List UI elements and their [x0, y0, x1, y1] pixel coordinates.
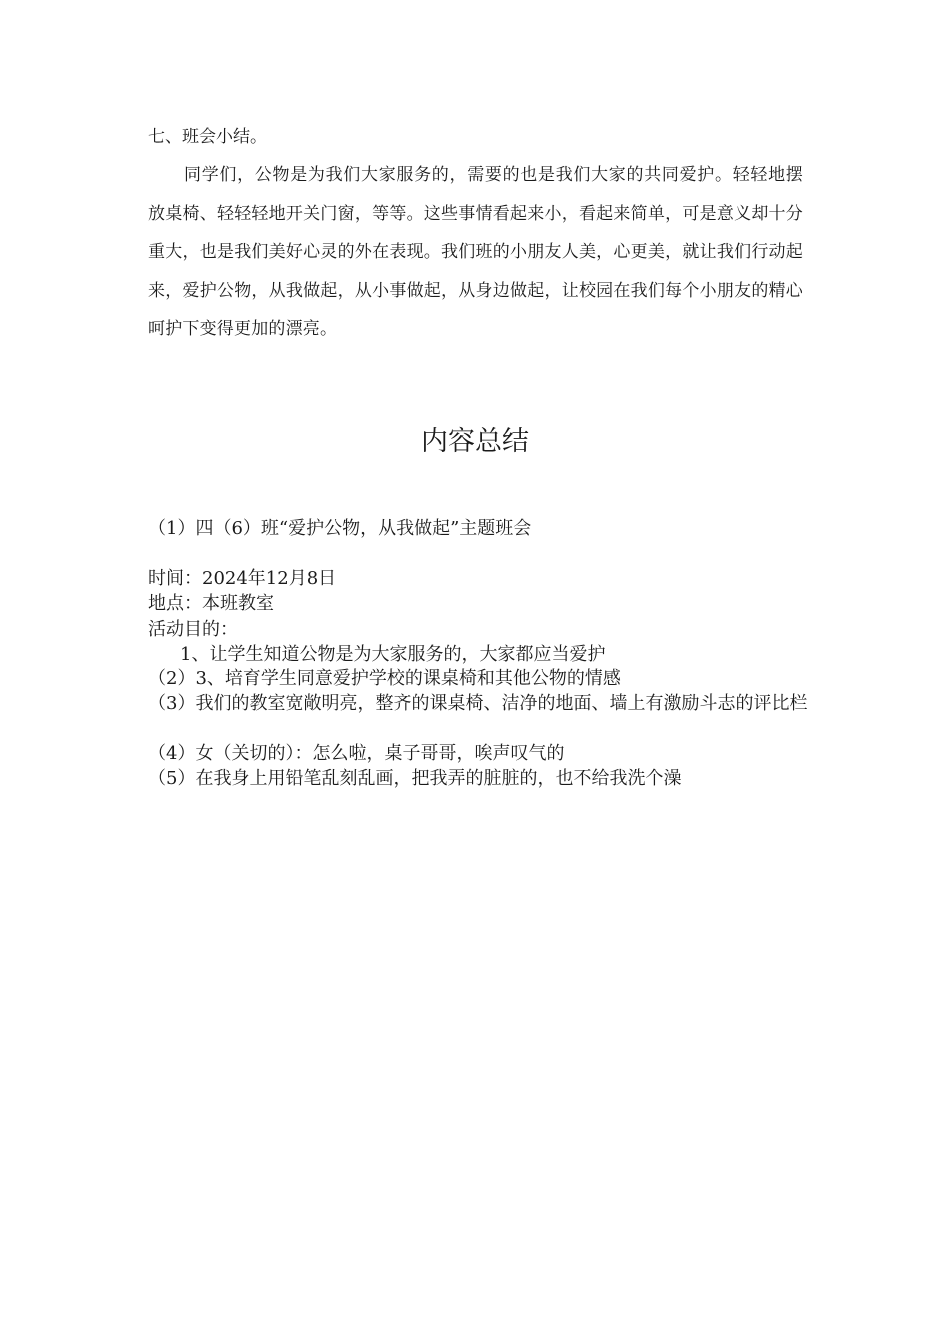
purpose-label: 活动目的：: [148, 619, 238, 640]
summary-paragraph: 同学们，公物是为我们大家服务的，需要的也是我们大家的共同爱护。轻轻地摆放桌椅、轻轻轻地开关门窗，等等。这些事情看起来小，看起来简单，可是意义却十分重大，也是我们美好心灵的外在表现。我们班的小朋友人美，心更美，就让我们行动起来，爱护公物，从我做起，从小事做起，从身边做起，让校园在我们每个小朋友的精心呵护下变得更加的漂亮。: [148, 165, 803, 339]
meeting-time: 时间：2024年12月8日: [148, 568, 337, 589]
section-heading: 七、班会小结。: [148, 127, 267, 147]
purpose-item-1: 1、让学生知道公物是为大家服务的，大家都应当爱护: [180, 644, 606, 665]
summary-item-1: （1）四（6）班“爱护公物，从我做起”主题班会: [148, 518, 532, 539]
content-summary-title: 内容总结: [421, 426, 529, 457]
summary-item-3: （3）我们的教室宽敞明亮，整齐的课桌椅、洁净的地面、墙上有激励斗志的评比栏: [148, 693, 808, 714]
summary-item-5: （5）在我身上用铅笔乱刻乱画，把我弄的脏脏的，也不给我洗个澡: [148, 768, 682, 789]
summary-item-4: （4）女（关切的）：怎么啦，桌子哥哥，唉声叹气的: [148, 743, 565, 764]
summary-item-2: （2）3、培育学生同意爱护学校的课桌椅和其他公物的情感: [148, 668, 621, 689]
meeting-place: 地点：本班教室: [148, 593, 274, 614]
